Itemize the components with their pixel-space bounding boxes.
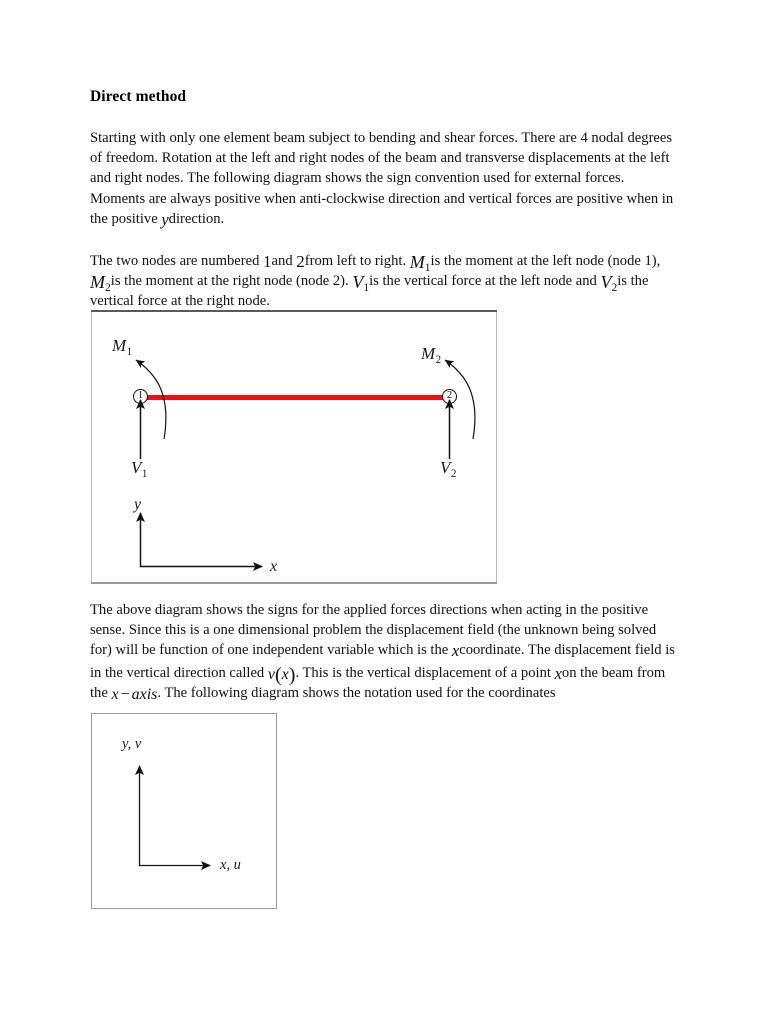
inline-math-M2-base: M — [90, 272, 105, 293]
inline-math-node-2: 2 — [296, 252, 305, 272]
label-M1-base: M — [112, 336, 127, 355]
p2-text-e: is the moment at the right node (node 2). — [110, 273, 353, 290]
coords-label-y-v: y, v — [122, 736, 142, 752]
p2-text-c: from left to right. — [304, 253, 410, 270]
inline-math-V1 — [352, 272, 370, 295]
inline-math-x-2: x — [554, 663, 562, 683]
paragraph-intro-text-b: direction. — [168, 210, 225, 227]
inline-math-M2-subscript: 2 — [105, 282, 111, 295]
inline-math-paren-open: ( — [275, 663, 282, 686]
label-M1-subscript: 1 — [126, 346, 133, 358]
label-V2-base: V — [440, 458, 451, 477]
inline-math-M1-subscript: 1 — [424, 262, 431, 275]
document-body-lower — [90, 600, 680, 725]
label-V1-subscript: 1 — [141, 468, 148, 480]
inline-math-V1-base: V — [352, 272, 364, 293]
paragraph-nodes — [90, 251, 680, 312]
p2-text-a: The two nodes are numbered — [90, 253, 264, 270]
label-axis-y: y — [134, 496, 142, 513]
label-M2-base: M — [421, 344, 436, 363]
p3-text-e: . The following diagram shows the notation used for the coordinates — [157, 684, 556, 701]
inline-math-v-arg-x: x — [281, 665, 289, 683]
p2-text-f: is the vertical force at the left node and — [369, 273, 601, 290]
inline-math-y: y — [161, 209, 169, 229]
inline-math-v-of-x — [267, 663, 296, 686]
p3-text-a: The above diagram shows the signs for the applied forces directions when acting in the positive sense. Since this is a one dimensional problem the displacement field (the unknown being solved for) will be function of one independent variable which is the — [90, 602, 657, 659]
label-M2 — [421, 344, 441, 364]
label-V2 — [440, 458, 456, 478]
inline-math-x-axis — [111, 686, 157, 703]
figure-beam-sign-convention — [91, 310, 497, 584]
coords-diagram-vectors — [92, 714, 278, 910]
p2-text-d: is the moment at the left node (node 1), — [430, 253, 661, 270]
inline-math-V2-subscript: 2 — [611, 282, 618, 295]
inline-math-M2 — [90, 272, 111, 295]
inline-math-v: v — [267, 665, 275, 683]
inline-math-x-1: x — [451, 641, 460, 661]
paragraph-displacement-field — [90, 600, 680, 703]
document-body — [90, 88, 680, 334]
coords-label-x-u: x, u — [220, 857, 241, 873]
p2-text-g: is the vertical force at the right node. — [90, 273, 649, 310]
label-M1 — [112, 336, 132, 356]
inline-math-V2-base: V — [600, 272, 612, 293]
label-V2-subscript: 2 — [450, 468, 457, 480]
label-axis-x: x — [270, 558, 278, 575]
inline-math-V2 — [600, 272, 618, 295]
p3-text-d: on the beam from the — [90, 664, 666, 701]
inline-math-V1-subscript: 1 — [363, 282, 370, 295]
p3-text-b: coordinate. The displacement field is in the vertical direction called — [90, 642, 675, 681]
inline-math-x-axis-word: axis — [131, 685, 158, 703]
label-V1 — [131, 458, 147, 478]
node-marker-2: 2 — [442, 389, 457, 404]
label-M2-subscript: 2 — [435, 354, 442, 366]
inline-math-node-1: 1 — [263, 252, 272, 272]
inline-math-M1 — [409, 252, 431, 275]
p3-text-c: . This is the vertical displacement of a point — [295, 664, 555, 681]
inline-math-M1-base: M — [409, 252, 425, 273]
p2-text-b: and — [271, 253, 297, 270]
inline-math-paren-close: ) — [288, 663, 296, 686]
inline-math-x-axis-x: x — [111, 685, 119, 703]
page-title: Direct method — [90, 88, 187, 105]
label-V1-base: V — [131, 458, 142, 477]
inline-math-x-axis-minus: − — [120, 685, 130, 703]
node-marker-1: 1 — [133, 389, 148, 404]
paragraph-intro-text-a: Starting with only one element beam subject to bending and shear forces. There are 4 nodal degrees of freedom. Rotation at the left and right nodes of the beam and transverse displacements at the left and right nodes. The following diagram shows the sign convention used for external forces. Moments are always positive when anti-clockwise direction and vertical forces are positive when in the positive — [90, 130, 674, 227]
figure-coordinate-notation — [91, 713, 277, 909]
paragraph-intro — [90, 128, 680, 229]
